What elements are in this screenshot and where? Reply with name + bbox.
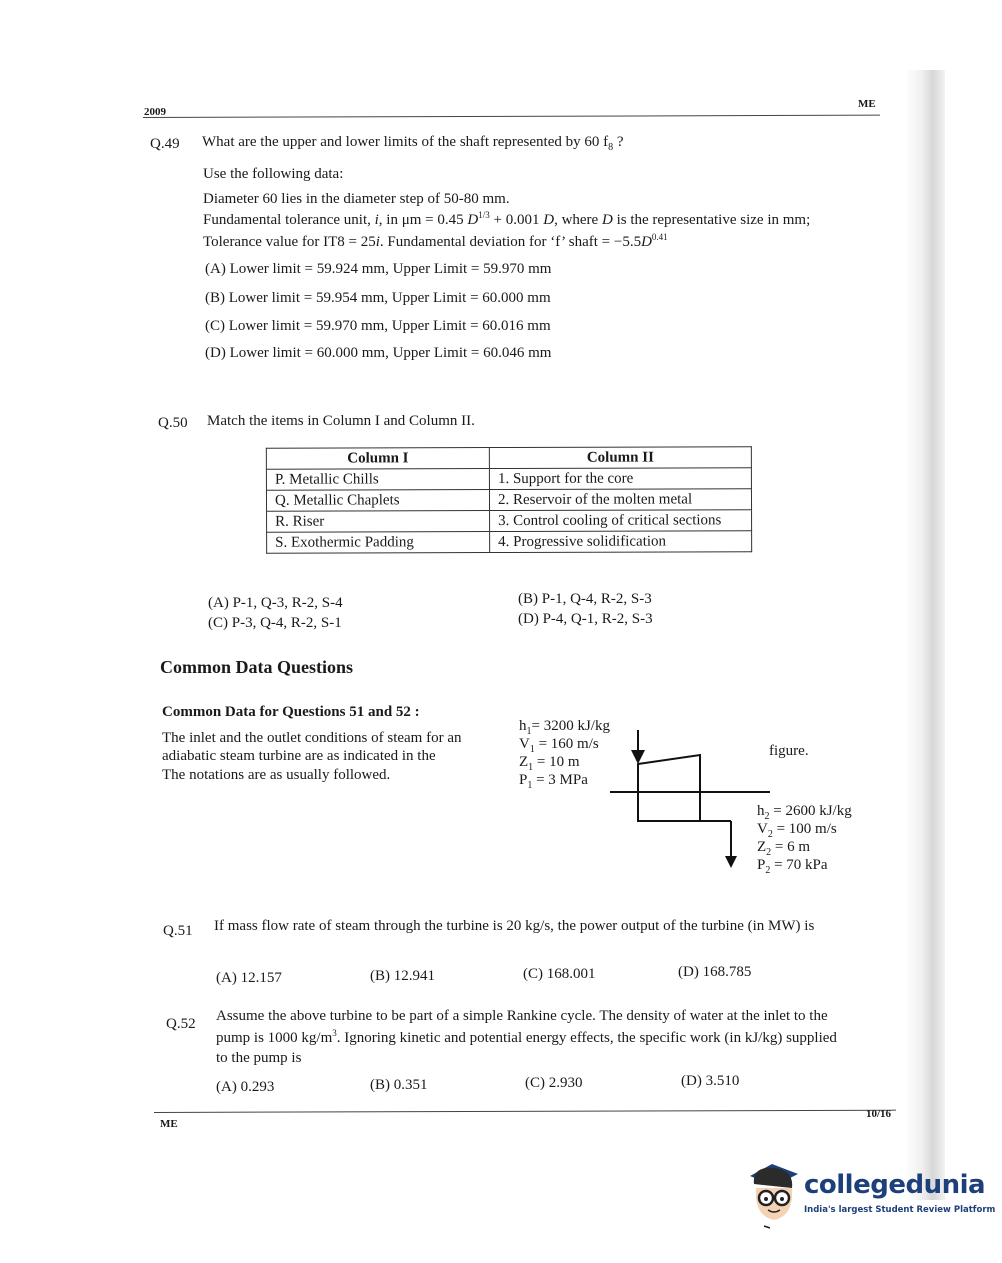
common-para-line3: The notations are as usually followed. (162, 767, 391, 783)
table-cell: R. Riser (267, 511, 490, 533)
outlet-pressure: $P_2 = 70$ kPa (757, 857, 828, 876)
q49-option-b: (B) Lower limit = 59.954 mm, Upper Limit = 60.000 mm (205, 290, 551, 306)
table-cell: 3. Control cooling of critical sections (490, 510, 752, 532)
inlet-velocity: $V_1 = 160$ m/s (519, 736, 599, 755)
common-para-line2: adiabatic steam turbine are as indicated in the (162, 748, 436, 764)
turbine-body (638, 755, 700, 821)
scan-page-edge (905, 70, 945, 1200)
common-data-subtitle: Common Data for Questions 51 and 52 : (162, 704, 420, 720)
footer-code: ME (160, 1118, 178, 1130)
q49-line1: Diameter 60 lies in the diameter step of 50-80 mm. (203, 191, 510, 207)
brand-tagline: India's largest Student Review Platform (804, 1205, 996, 1215)
q52-option-a: (A) 0.293 (216, 1079, 275, 1095)
q49-line2: Fundamental tolerance unit, i, in μm = 0.45 $D^{1/3} + 0.001$ D, where D is the representative size in mm; (203, 210, 811, 228)
column-1-header: Column I (266, 448, 489, 470)
footer-rule (154, 1110, 896, 1113)
q51-option-b: (B) 12.941 (370, 968, 435, 984)
table-cell: P. Metallic Chills (266, 469, 489, 491)
q49-line3: Tolerance value for IT8 = 25i. Fundamental deviation for ‘f’ shaft = $-5.5D^{0.41}$ (203, 232, 668, 250)
outlet-velocity: $V_2 = 100$ m/s (757, 821, 837, 840)
q50-prompt: Match the items in Column I and Column II. (207, 413, 475, 429)
table-cell: S. Exothermic Padding (267, 532, 490, 554)
common-data-title: Common Data Questions (160, 657, 354, 677)
table-cell: 2. Reservoir of the molten metal (489, 489, 751, 511)
q51-prompt: If mass flow rate of steam through the turbine is 20 kg/s, the power output of the turbine (in MW) is (214, 918, 815, 934)
q50-option-c: (C) P-3, Q-4, R-2, S-1 (208, 615, 342, 631)
table-row (267, 510, 752, 533)
q49-option-a: (A) Lower limit = 59.924 mm, Upper Limit = 59.970 mm (205, 261, 552, 277)
q52-line3: to the pump is (216, 1050, 302, 1066)
table-row (266, 468, 751, 491)
inlet-pressure: $P_1 = 3$ MPa (519, 772, 588, 791)
inlet-enthalpy: $h_1= 3200$ kJ/kg (519, 718, 610, 737)
q51-option-a: (A) 12.157 (216, 970, 282, 986)
collegedunia-mascot-icon (744, 1158, 802, 1230)
header-code: ME (858, 98, 876, 110)
q49-option-d: (D) Lower limit = 60.000 mm, Upper Limit = 60.046 mm (205, 345, 552, 361)
q52-line1: Assume the above turbine to be part of a simple Rankine cycle. The density of water at the inlet to the (216, 1008, 828, 1024)
inlet-arrow-icon (631, 750, 645, 764)
q52-option-c: (C) 2.930 (525, 1075, 583, 1091)
column-2-header: Column II (489, 447, 751, 469)
q52-option-b: (B) 0.351 (370, 1077, 428, 1093)
q49-number: Q.49 (150, 136, 180, 152)
figure-word: figure. (769, 743, 809, 759)
q51-option-d: (D) 168.785 (678, 964, 752, 980)
header-rule (143, 115, 880, 118)
outlet-elevation: $Z_2 = 6$ m (757, 839, 811, 858)
q49-option-c: (C) Lower limit = 59.970 mm, Upper Limit = 60.016 mm (205, 318, 551, 334)
q50-option-d: (D) P-4, Q-1, R-2, S-3 (518, 611, 653, 627)
q51-option-c: (C) 168.001 (523, 966, 596, 982)
brand-name: collegedunia (804, 1170, 986, 1200)
footer-page-number: 10/16 (866, 1108, 892, 1120)
header-year: 2009 (144, 106, 166, 118)
match-table (266, 446, 752, 554)
q49-data-intro: Use the following data: (203, 166, 344, 182)
q52-number: Q.52 (166, 1016, 196, 1032)
table-row (267, 531, 752, 554)
table-row (266, 489, 751, 512)
q50-number: Q.50 (158, 415, 188, 431)
match-table-header (266, 447, 751, 470)
q51-number: Q.51 (163, 923, 193, 939)
table-cell: 1. Support for the core (489, 468, 751, 490)
q50-option-b: (B) P-1, Q-4, R-2, S-3 (518, 591, 652, 607)
outlet-arrow-icon (725, 856, 737, 868)
q49-prompt: What are the upper and lower limits of the shaft represented by 60 $f_8$ ? (202, 134, 624, 153)
q50-option-a: (A) P-1, Q-3, R-2, S-4 (208, 595, 343, 611)
q52-option-d: (D) 3.510 (681, 1073, 740, 1089)
common-para-line1: The inlet and the outlet conditions of steam for an (162, 730, 462, 746)
table-cell: Q. Metallic Chaplets (266, 490, 489, 512)
inlet-elevation: $Z_1 = 10$ m (519, 754, 580, 773)
q52-line2: pump is 1000 $kg/m^3$. Ignoring kinetic and potential energy effects, the specific work (in kJ/kg) supplied (216, 1028, 837, 1046)
table-cell: 4. Progressive solidification (490, 531, 752, 553)
outlet-enthalpy: $h_2 = 2600$ kJ/kg (757, 803, 852, 822)
